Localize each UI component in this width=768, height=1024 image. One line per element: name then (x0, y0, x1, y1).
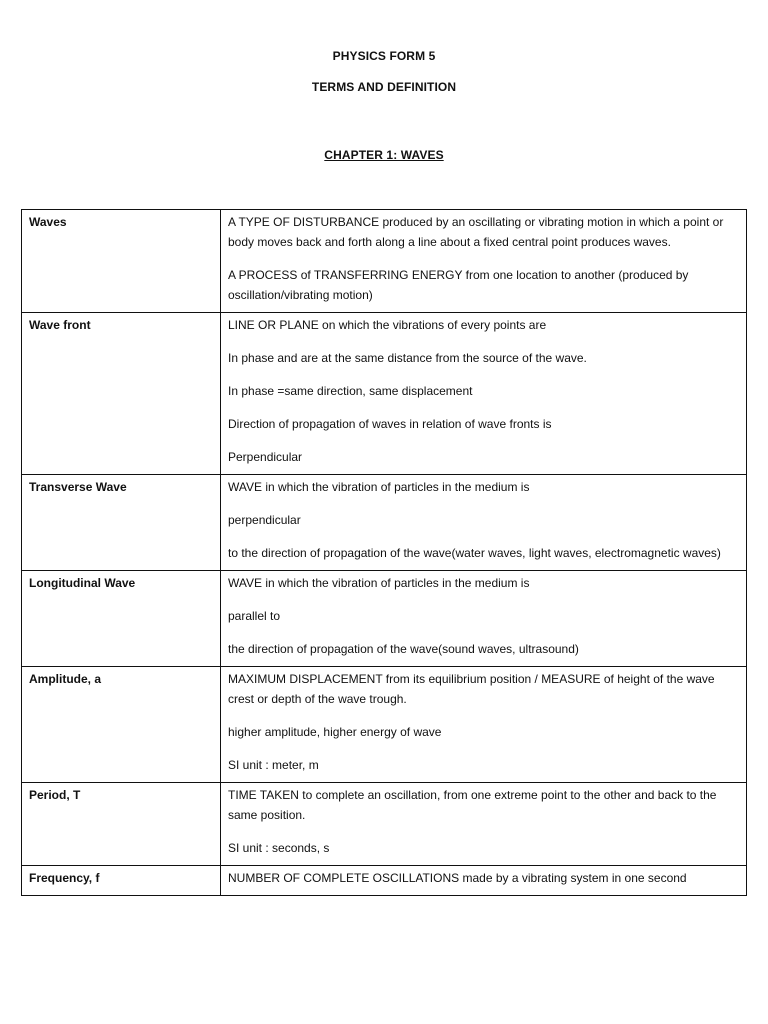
definition-cell (221, 667, 747, 783)
definition-cell (221, 783, 747, 866)
definition-paragraph: SI unit : meter, m (228, 758, 319, 772)
term-cell: Amplitude, a (22, 667, 221, 783)
definition-paragraph: A TYPE OF DISTURBANCE produced by an oscillating or vibrating motion in which a point or body moves back and forth along a line about a fixed central point produces waves. (228, 215, 724, 249)
document-subtitle: TERMS AND DEFINITION (311, 80, 457, 94)
definition-paragraph: TIME TAKEN to complete an oscillation, from one extreme point to the other and back to the same position. (228, 788, 717, 822)
definition-paragraph: SI unit : seconds, s (228, 841, 330, 855)
term-cell: Wave front (22, 313, 221, 475)
definition-paragraph: WAVE in which the vibration of particles in the medium is (228, 480, 530, 494)
definition-paragraph: LINE OR PLANE on which the vibrations of every points are (228, 318, 547, 332)
definition-paragraph: perpendicular (228, 513, 301, 527)
term-cell: Period, T (22, 783, 221, 866)
table-row (22, 783, 747, 866)
definition-paragraph: NUMBER OF COMPLETE OSCILLATIONS made by a vibrating system in one second (228, 871, 687, 885)
definition-paragraph: higher amplitude, higher energy of wave (228, 725, 442, 739)
definitions-table (21, 209, 747, 896)
definition-cell (221, 475, 747, 571)
definition-cell (221, 313, 747, 475)
definition-paragraph: to the direction of propagation of the wave(water waves, light waves, electromagnetic waves) (228, 546, 721, 560)
definitions-table-body (22, 210, 747, 896)
definition-paragraph: A PROCESS of TRANSFERRING ENERGY from one location to another (produced by oscillation/vibrating motion) (228, 268, 689, 302)
table-row (22, 475, 747, 571)
definition-paragraph: Direction of propagation of waves in relation of wave fronts is (228, 417, 552, 431)
term-cell: Waves (22, 210, 221, 313)
definition-paragraph: Perpendicular (228, 450, 303, 464)
definition-paragraph: MAXIMUM DISPLACEMENT from its equilibrium position / MEASURE of height of the wave crest or depth of the wave trough. (228, 672, 715, 706)
table-row (22, 571, 747, 667)
definition-paragraph: parallel to (228, 609, 281, 623)
definition-cell (221, 210, 747, 313)
term-cell: Longitudinal Wave (22, 571, 221, 667)
term-cell: Transverse Wave (22, 475, 221, 571)
definition-paragraph: In phase and are at the same distance from the source of the wave. (228, 351, 587, 365)
definition-paragraph: the direction of propagation of the wave(sound waves, ultrasound) (228, 642, 579, 656)
chapter-heading: CHAPTER 1: WAVES (324, 148, 444, 162)
definition-cell (221, 866, 747, 896)
table-row (22, 667, 747, 783)
table-row (22, 866, 747, 896)
document-title: PHYSICS FORM 5 (332, 49, 436, 63)
table-row (22, 210, 747, 313)
definition-paragraph: In phase =same direction, same displacement (228, 384, 473, 398)
definition-paragraph: WAVE in which the vibration of particles in the medium is (228, 576, 530, 590)
definition-cell (221, 571, 747, 667)
table-row (22, 313, 747, 475)
term-cell: Frequency, f (22, 866, 221, 896)
